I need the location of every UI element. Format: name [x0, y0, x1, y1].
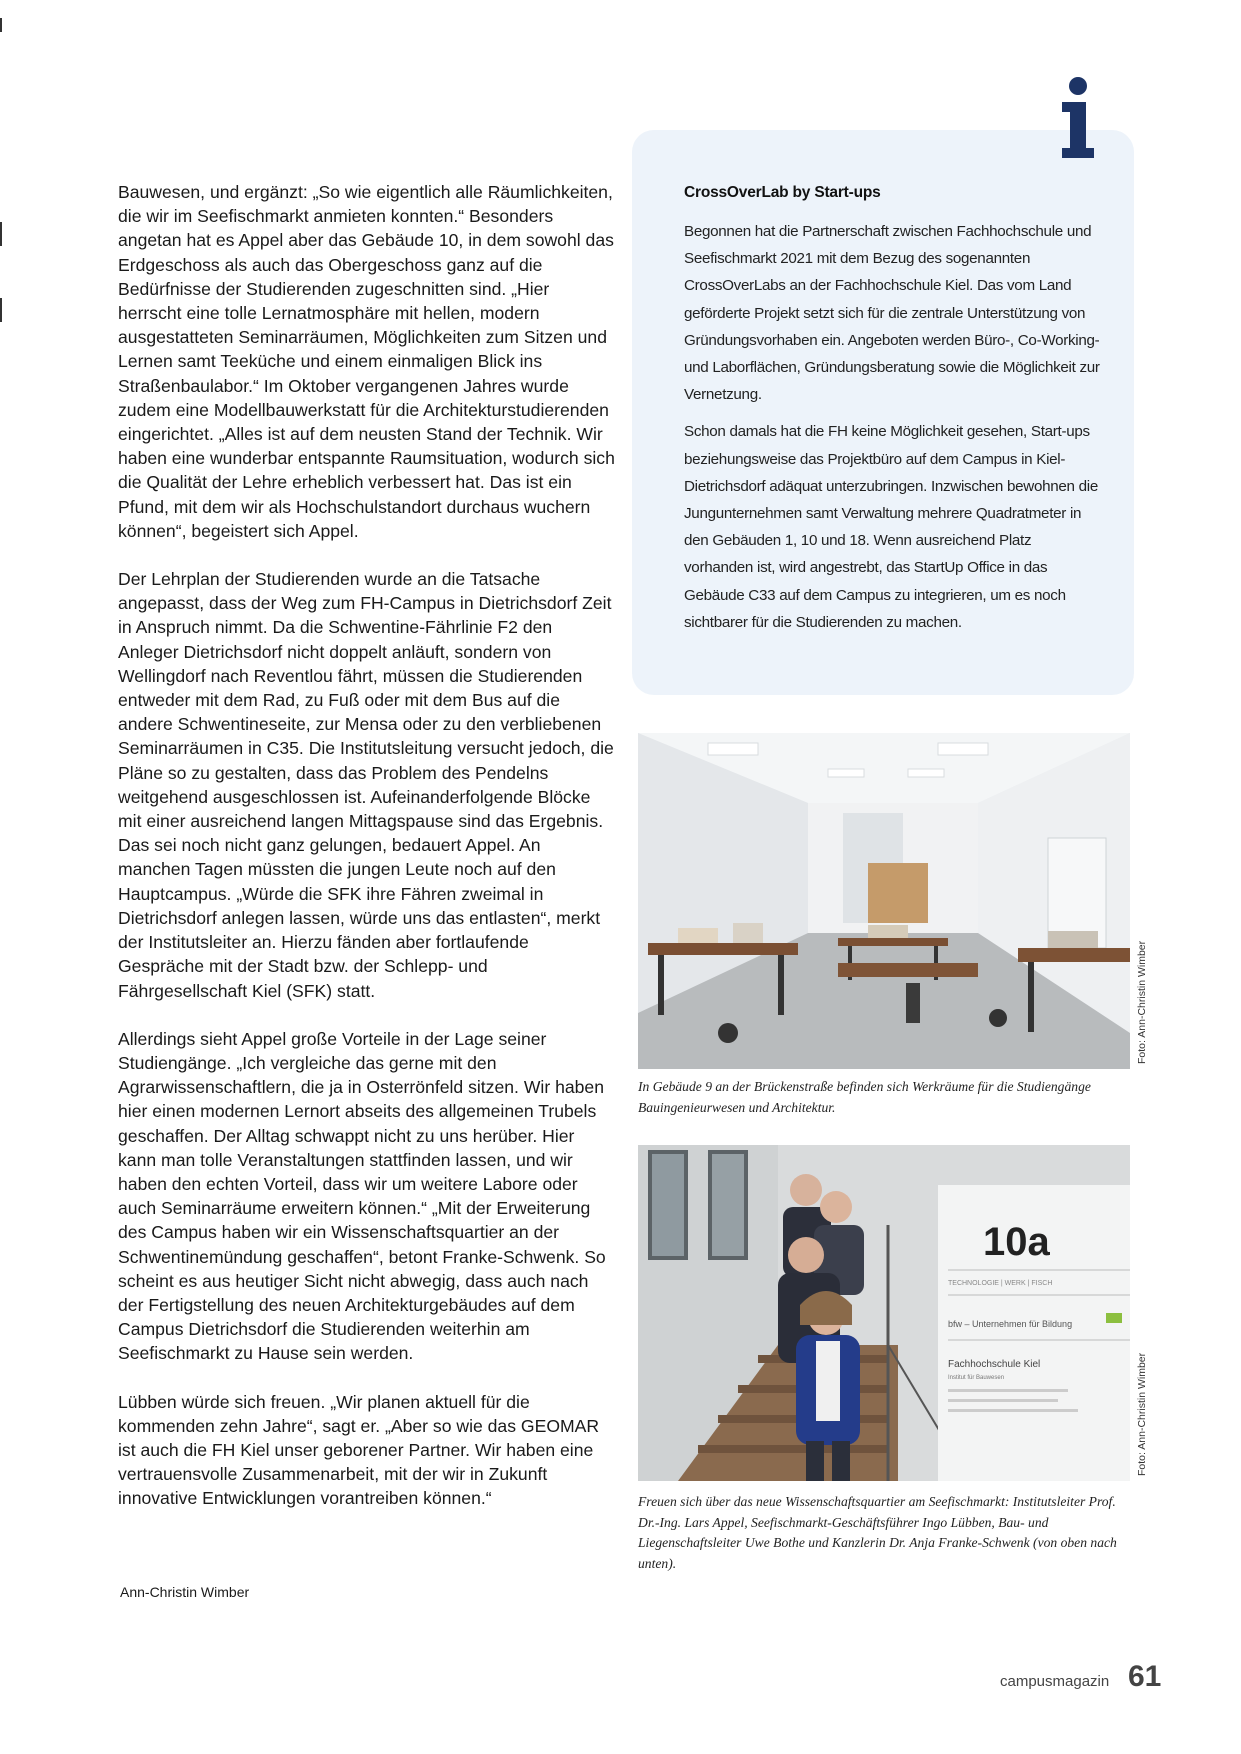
sign-tenant: bfw – Unternehmen für Bildung [948, 1319, 1073, 1329]
photo-credit: Foto: Ann-Christin Wimber [1136, 1352, 1148, 1476]
crop-mark [0, 298, 2, 322]
page-number: 61 [1128, 1660, 1162, 1693]
article-body [118, 180, 616, 1535]
crop-mark [0, 222, 2, 246]
sign-tenant: TECHNOLOGIE | WERK | FISCH [948, 1280, 1053, 1287]
sign-number: 10a [983, 1220, 1050, 1264]
crop-mark [0, 18, 2, 32]
photo-caption: In Gebäude 9 an der Brückenstraße befinden sich Werkräume für die Studiengänge Bauingenieurwesen und Architektur. [638, 1079, 1091, 1115]
sign-tenant: Fachhochschule Kiel [948, 1359, 1041, 1370]
article-paragraph: Bauwesen, und ergänzt: „So wie eigentlich alle Räumlichkeiten, die wir im Seefischmarkt anmieten konnten.“ Besonders angetan hat es Appel aber das Gebäude 10, in dem sowohl das Erdgeschoss als auch das Obergeschoss ganz auf die Bedürfnisse der Studierenden zugeschnitten sind. „Hier herrscht eine tolle Lernatmosphäre mit hellen, modern ausgestatteten Seminarräumen, Möglichkeiten zum Sitzen und Lernen samt Teeküche und einem einmaligen Blick ins Straßenbaulabor.“ Im Oktober vergangenen Jahres wurde zudem eine Modellbauwerkstatt für die Architekturstudierenden eingerichtet. „Alles ist auf dem neusten Stand der Technik. Wir haben eine wunderbar entspannte Raumsituation, wodurch sich die Qualität der Lehre erheblich verbessert hat. Das ist ein Pfund, mit dem wir als Hochschulstandort durchaus wuchern können“, begeistert sich Appel. [118, 182, 615, 541]
people-photo [638, 1145, 1130, 1481]
photo-credit: Foto: Ann-Christin Wimber [1136, 940, 1148, 1064]
article-paragraph: Allerdings sieht Appel große Vorteile in der Lage seiner Studiengänge. „Ich vergleiche das gerne mit den Agrarwissenschaftlern, die ja in Osterrönfeld sitzen. Wir haben hier einen modernen Lernort abseits des allgemeinen Trubels geschaffen. Der Alltag schwappt nicht zu uns herüber. Hier kann man tolle Veranstaltungen stattfinden lassen, und wir haben den echten Vorteil, dass wir um weitere Labore oder auch Seminarräume erweitern können.“ „Mit der Erweiterung des Campus haben wir ein Wissenschaftsquartier an der Schwentinemündung geschaffen“, betont Franke-Schwenk. So scheint es aus heutiger Sicht nicht abwegig, dass auch nach der Fertigstellung des neuen Architekturgebäudes auf dem Campus Dietrichsdorf die Studierenden weiterhin am Seefischmarkt zu Hause sein werden. [118, 1028, 606, 1364]
article-paragraph: Lübben würde sich freuen. „Wir planen aktuell für die kommenden zehn Jahre“, sagt er. „Aber so wie das GEOMAR ist auch die FH Kiel unser geborener Partner. Wir haben eine vertrauensvolle Zusammenarbeit, mit der wir in Zukunft innovative Entwicklungen vorantreiben können.“ [118, 1391, 600, 1509]
sign-tenant: Institut für Bauwesen [948, 1375, 1005, 1381]
info-box-paragraph: Begonnen hat die Partnerschaft zwischen Fachhochschule und Seefischmarkt 2021 mit dem Bezug des sogenannten CrossOverLabs an der Fachhochschule Kiel. Das vom Land geförderte Projekt setzt sich für die zentrale Unterstützung von Gründungsvorhaben ein. Angeboten werden Büro-, Co-Working- und Laborflächen, Gründungsberatung sowie die Möglichkeit zur Vernetzung. [684, 223, 1100, 404]
workshop-photo [638, 733, 1130, 1069]
photo-caption: Freuen sich über das neue Wissenschaftsquartier am Seefischmarkt: Institutsleiter Prof. Dr.-Ing. Lars Appel, Seefischmarkt-Geschäftsführer Ingo Lübben, Bau- und Liegenschaftsleiter Uwe Bothe und Kanzlerin Dr. Anja Franke-Schwenk (von oben nach unten). [638, 1494, 1117, 1571]
magazine-name: campusmagazin [1000, 1673, 1110, 1690]
info-box-paragraph: Schon damals hat die FH keine Möglichkeit gesehen, Start-ups beziehungsweise das Projektbüro auf dem Campus in Kiel-Dietrichsdorf adäquat unterzubringen. Inzwischen bewohnen die Jungunternehmen samt Verwaltung mehrere Quadratmeter in den Gebäuden 1, 10 und 18. Wenn ausreichend Platz vorhanden ist, wird angestrebt, das StartUp Office in das Gebäude C33 auf dem Campus zu integrieren, um es noch sichtbarer für die Studierenden zu machen. [684, 423, 1098, 631]
author-name: Ann-Christin Wimber [120, 1584, 250, 1600]
info-box-body [684, 218, 1104, 646]
info-box-title: CrossOverLab by Start-ups [684, 184, 881, 201]
info-icon [1058, 76, 1098, 160]
article-paragraph: Der Lehrplan der Studierenden wurde an die Tatsache angepasst, dass der Weg zum FH-Campus in Dietrichsdorf Zeit in Anspruch nimmt. Da die Schwentine-Fährlinie F2 den Anleger Dietrichsdorf nicht doppelt anläuft, sondern von Wellingdorf nach Reventlou fährt, müssen die Studierenden entweder mit dem Rad, zu Fuß oder mit dem Bus auf die andere Schwentineseite, zur Mensa oder zu den verbliebenen Seminarräumen in C35. Die Institutsleitung versucht jedoch, die Pläne so zu gestalten, dass das Problem des Pendelns weitgehend ausgeschlossen ist. Aufeinanderfolgende Blöcke mit einer ausreichend langen Mittagspause sind das Ergebnis. Das sei noch nicht ganz gelungen, bedauert Appel. An manchen Tagen müssten die jungen Leute noch auf den Hauptcampus. „Würde die SFK ihre Fähren zweimal in Dietrichsdorf anlegen lassen, würde uns das entlasten“, merkt der Institutsleiter an. Hierzu fänden aber fortlaufende Gespräche mit der Stadt bzw. der Schlepp- und Fährgesellschaft Kiel (SFK) statt. [118, 569, 614, 1001]
